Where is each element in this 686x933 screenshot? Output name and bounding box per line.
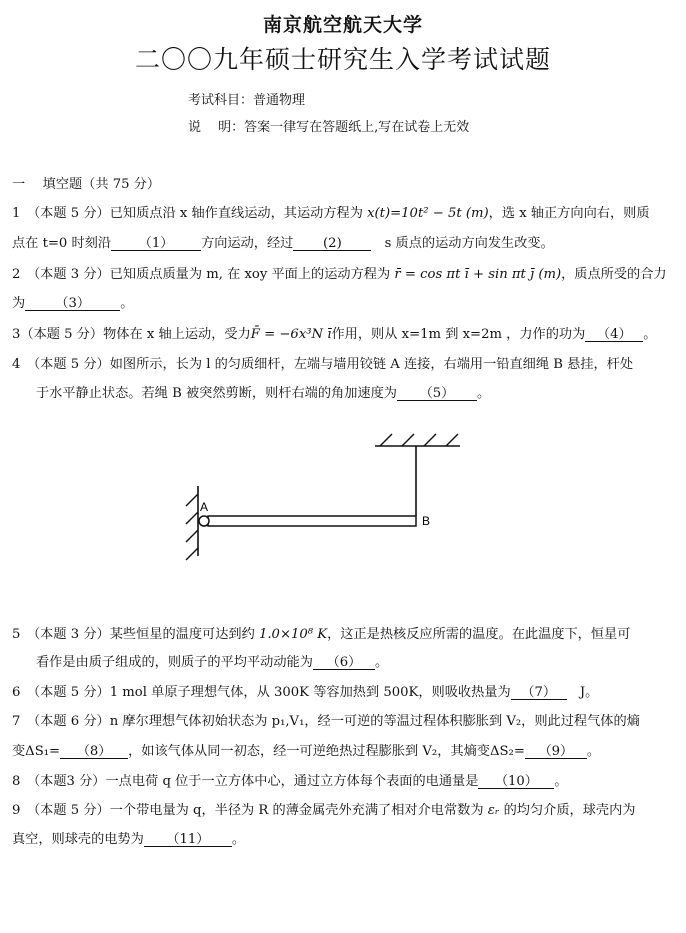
q8-line1 bbox=[12, 774, 568, 790]
q2-line1 bbox=[12, 267, 667, 283]
q1-text-b: ，选 x 轴正方向向右，则质 bbox=[488, 206, 650, 221]
q7-text-c: ，如该气体从同一初态，经一可逆绝热过程膨胀到 V₂，其熵变ΔS₂= bbox=[128, 744, 525, 759]
label-a: A bbox=[200, 500, 209, 514]
wall-hatching bbox=[186, 494, 198, 560]
q6-text-b: J。 bbox=[579, 685, 599, 700]
q7-text-b: 变ΔS₁= bbox=[12, 744, 61, 759]
q9-text-b: 的均匀介质，球壳内为 bbox=[503, 803, 636, 818]
q5-text-d: 。 bbox=[374, 655, 389, 670]
q4-line2 bbox=[36, 386, 490, 402]
q1-text-c: 点在 t=0 时刻沿 bbox=[12, 236, 112, 251]
hinge-a bbox=[199, 516, 209, 526]
section-title: 一 填空题（共 75 分） bbox=[12, 177, 161, 192]
subject-label: 考试科目： bbox=[188, 93, 254, 108]
q3-text-a: 3（本题 5 分）物体在 x 轴上运动，受力 bbox=[12, 327, 251, 342]
q9-line2 bbox=[12, 832, 245, 848]
q1-text-d: 方向运动，经过 bbox=[201, 236, 294, 251]
q7-line2 bbox=[12, 744, 600, 760]
q5-equation: 1.0×10⁸ K bbox=[258, 627, 328, 642]
q5-line1 bbox=[12, 627, 630, 643]
q6-text-a: 6 （本题 5 分）1 mol 单原子理想气体，从 300K 等容加热到 500K，则吸收热量为 bbox=[12, 685, 511, 700]
q9-text-a: 9 （本题 5 分）一个带电量为 q，半径为 R 的薄金属壳外充满了相对介电常数为 bbox=[12, 803, 484, 818]
q1-line2 bbox=[12, 236, 554, 252]
university-name: 南京航空航天大学 bbox=[262, 14, 423, 36]
q1-text-a: 1 （本题 5 分）已知质点沿 x 轴作直线运动，其运动方程为 bbox=[12, 206, 363, 221]
blank-2: (2) bbox=[293, 237, 371, 251]
blank-10: （10） bbox=[478, 775, 554, 789]
blank-7: （7） bbox=[511, 686, 567, 700]
q9-equation: εᵣ bbox=[487, 803, 500, 818]
q9-line1 bbox=[12, 803, 635, 819]
q8-text-b: 。 bbox=[554, 774, 568, 789]
note-line bbox=[188, 116, 469, 135]
q4-text-b: 于水平静止状态。若绳 B 被突然剪断，则杆右端的角加速度为 bbox=[36, 386, 397, 401]
q5-text-b: ，这正是热核反应所需的温度。在此温度下，恒星可 bbox=[327, 627, 631, 642]
label-b: B bbox=[422, 514, 431, 528]
q3-text-c: 。 bbox=[643, 327, 657, 342]
blank-1: （1） bbox=[111, 237, 201, 251]
q2-text-b: ，质点所受的合力 bbox=[561, 267, 667, 282]
blank-11: （11） bbox=[144, 833, 232, 847]
q8-text-a: 8 （本题3 分）一点电荷 q 位于一立方体中心，通过立方体每个表面的电通量是 bbox=[12, 774, 479, 789]
q3-text-b: 作用，则从 x=1m 到 x=2m ，力作的功为 bbox=[331, 327, 586, 342]
blank-9: （9） bbox=[525, 745, 587, 759]
q9-text-d: 。 bbox=[231, 832, 246, 847]
q2-text-c: 为 bbox=[12, 296, 26, 311]
blank-5: （5） bbox=[397, 387, 477, 401]
q2-text-a: 2 （本题 3 分）已知质点质量为 m, 在 xoy 平面上的运动方程为 bbox=[12, 267, 391, 282]
q9-text-c: 真空，则球壳的电势为 bbox=[12, 832, 144, 847]
subject-line bbox=[188, 89, 305, 108]
q7-text-d: 。 bbox=[586, 744, 601, 759]
q4-line1: 4 （本题 5 分）如图所示，长为 l 的匀质细杆，左端与墙用铰链 A 连接，右端用一铅直细绳 B 悬挂，杆处 bbox=[12, 357, 634, 372]
blank-4: （4） bbox=[585, 328, 643, 342]
q5-text-a: 5 （本题 3 分）某些恒星的温度可达到约 bbox=[12, 627, 255, 642]
blank-8: （8） bbox=[60, 745, 128, 759]
q2-equation: r̄ = cos πt ī + sin πt j̄ (m) bbox=[394, 267, 562, 282]
rod bbox=[208, 516, 416, 526]
q6-line1 bbox=[12, 685, 598, 701]
q4-text-c: 。 bbox=[476, 386, 491, 401]
q5-text-c: 看作是由质子组成的，则质子的平均平动动能为 bbox=[36, 655, 313, 670]
q2-line2 bbox=[12, 296, 133, 312]
note-value: 答案一律写在答题纸上,写在试卷上无效 bbox=[244, 120, 470, 135]
rod-diagram bbox=[170, 428, 470, 568]
q1-equation: x(t)=10t² − 5t (m) bbox=[367, 206, 489, 221]
note-label: 说 明： bbox=[188, 120, 245, 135]
blank-3: （3） bbox=[25, 297, 120, 311]
q2-text-d: 。 bbox=[120, 296, 134, 311]
q5-line2 bbox=[36, 655, 388, 671]
blank-6: （6） bbox=[313, 656, 375, 670]
q7-line1: 7 （本题 6 分）n 摩尔理想气体初始状态为 p₁,V₁，经一可逆的等温过程体积膨胀到 V₂，则此过程气体的熵 bbox=[12, 714, 640, 729]
subject-value: 普通物理 bbox=[253, 93, 306, 108]
q1-line1 bbox=[12, 206, 650, 222]
q3-line1 bbox=[12, 327, 656, 343]
ceiling-hatching bbox=[380, 434, 458, 446]
q3-equation: F̄ = −6x³N ī bbox=[250, 327, 332, 342]
q1-text-e: s 质点的运动方向发生改变。 bbox=[384, 236, 554, 251]
exam-title: 二〇〇九年硕士研究生入学考试试题 bbox=[134, 45, 551, 74]
